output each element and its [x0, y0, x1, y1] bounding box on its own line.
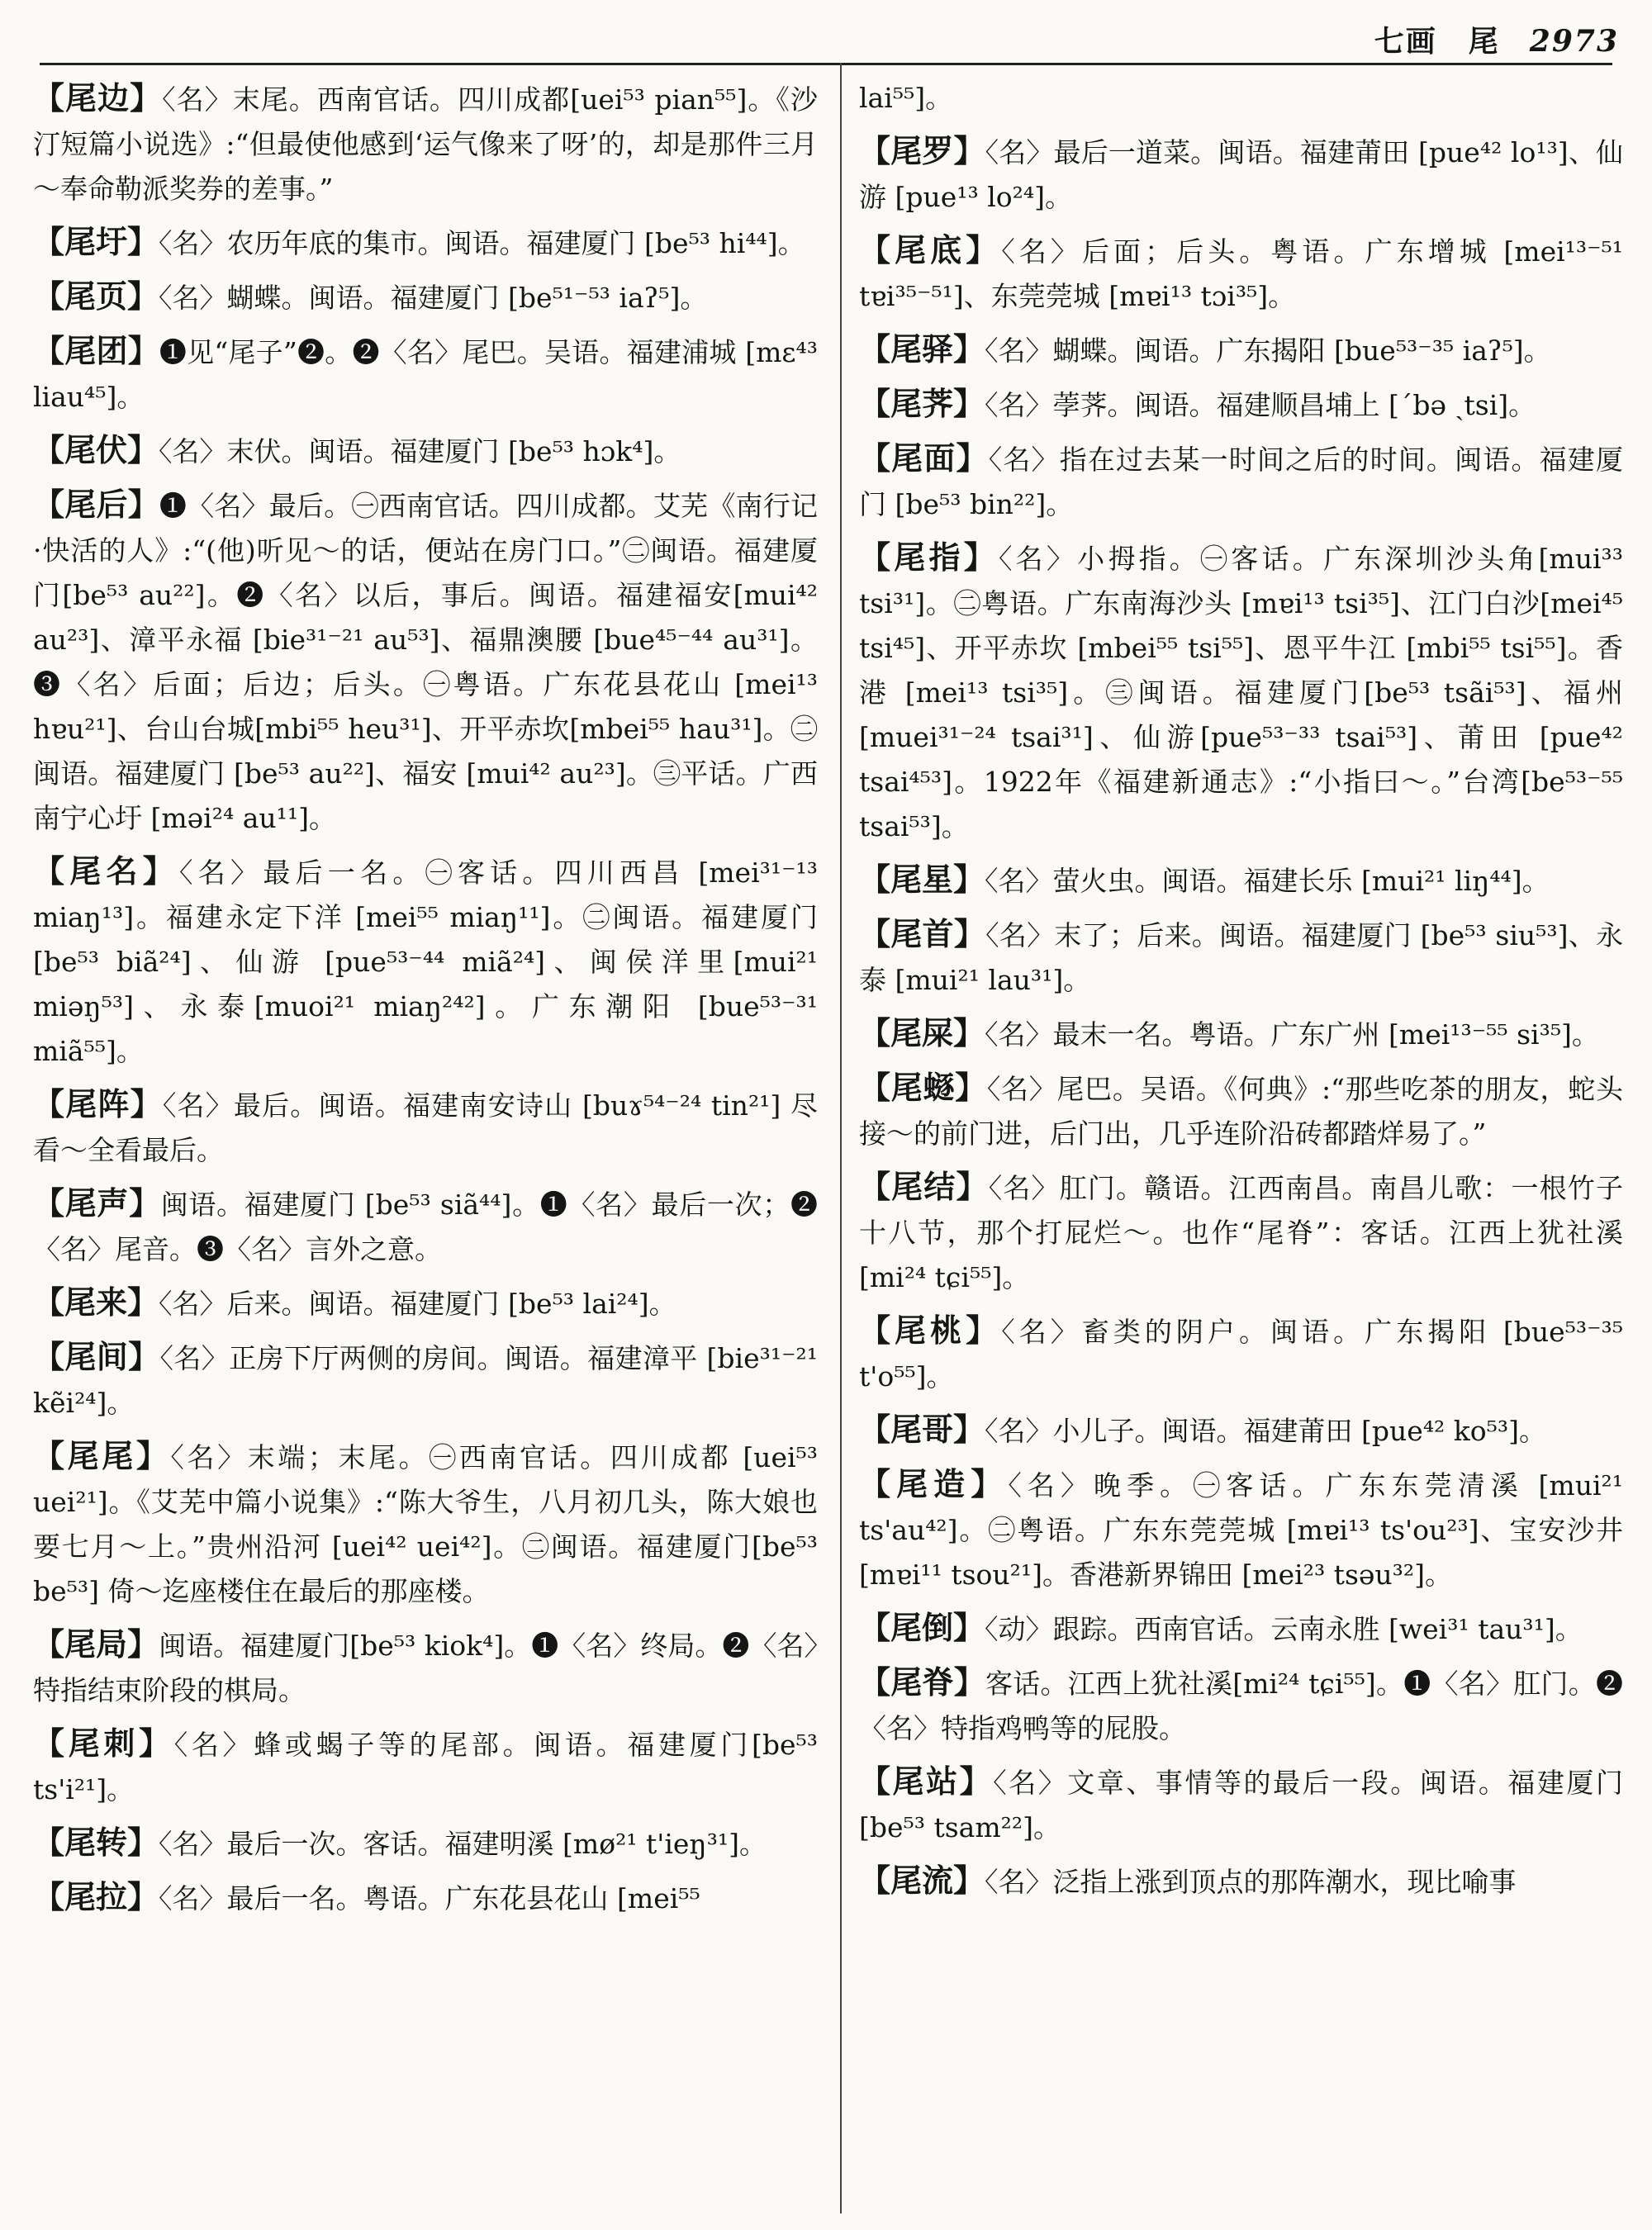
headword: 【尾倒】 — [859, 1609, 985, 1646]
definition-text: 〈动〉跟踪。西南官话。云南永胜 [wei³¹ tau³¹]。 — [985, 1613, 1583, 1645]
definition-text: 〈名〉蜂或蝎子等的尾部。闽语。福建厦门[be⁵³ ts'i²¹]。 — [33, 1729, 818, 1805]
dictionary-entry — [859, 382, 1623, 428]
dictionary-entry — [859, 857, 1623, 904]
headword: 【尾转】 — [33, 1824, 159, 1861]
dictionary-entry — [859, 1165, 1623, 1300]
headword: 【尾结】 — [859, 1168, 989, 1205]
left-column — [33, 76, 818, 1929]
definition-text: 〈名〉小拇指。㊀客话。广东深圳沙头角[mui³³ tsi³¹]。㊁粤语。广东南海沙头 [mɐi¹³ tsi³⁵]、江门白沙[mei⁴⁵ tsi⁴⁵]、开平赤坎 [mbei⁵⁵ tsi⁵⁵]、恩平牛江 [mbi⁵⁵ tsi⁵⁵]。香港 [mei¹³ tsi³⁵]。㊂闽语。福建厦门[be⁵³ tsãi⁵³]、福州[muei³¹⁻²⁴ tsai³¹]、仙游[pue⁵³⁻³³ tsai⁵³]、莆田 [pue⁴² tsai⁴⁵³]。1922年《福建新通志》:“小指曰～。”台湾[be⁵³⁻⁵⁵ tsai⁵³]。 — [859, 543, 1623, 842]
dictionary-entry — [33, 220, 818, 266]
definition-text: 〈名〉蝴蝶。闽语。福建厦门 [be⁵¹⁻⁵³ iaʔ⁵]。 — [159, 282, 708, 314]
definition-text: 〈名〉尾巴。吴语。《何典》:“那些吃茶的朋友，蛇头接～的前门进，后门出，几乎连阶沿砖都踏烊易了。” — [859, 1073, 1623, 1150]
headword: 【尾星】 — [859, 861, 985, 898]
dictionary-entry — [859, 1462, 1623, 1597]
definition-text: 〈名〉畜类的阴户。闽语。广东揭阳 [bue⁵³⁻³⁵ t'o⁵⁵]。 — [859, 1316, 1623, 1393]
dictionary-entry — [33, 1082, 818, 1173]
dictionary-entry — [33, 849, 818, 1074]
headword: 【尾驿】 — [859, 330, 985, 368]
dictionary-entry — [33, 274, 818, 320]
headword: 【尾来】 — [33, 1283, 159, 1321]
headword: 【尾桃】 — [859, 1312, 1002, 1349]
dictionary-entry — [859, 436, 1623, 527]
definition-text: 〈名〉末伏。闽语。福建厦门 [be⁵³ hɔk⁴]。 — [159, 435, 681, 467]
dictionary-entry — [859, 1660, 1623, 1751]
dictionary-entry — [859, 1858, 1623, 1905]
headword: 【尾面】 — [859, 439, 989, 477]
definition-text: 〈名〉末了；后来。闽语。福建厦门 [be⁵³ siu⁵³]、永泰 [mui²¹ lau³¹]。 — [859, 919, 1623, 996]
dictionary-entry — [859, 912, 1623, 1003]
dictionary-entry — [33, 1622, 818, 1713]
headword: 【尾造】 — [859, 1465, 1009, 1502]
right-column — [859, 76, 1623, 1913]
definition-text: 〈名〉蝴蝶。闽语。广东揭阳 [bue⁵³⁻³⁵ iaʔ⁵]。 — [985, 334, 1551, 367]
headword: 【尾站】 — [859, 1763, 994, 1800]
definition-text: 〈名〉文章、事情等的最后一段。闽语。福建厦门 [be⁵³ tsam²²]。 — [859, 1767, 1623, 1843]
definition-text: 〈名〉最后一次。客话。福建明溪 [mø²¹ t'ieŋ³¹]。 — [159, 1828, 767, 1860]
dictionary-entry — [859, 1011, 1623, 1057]
headword: 【尾声】 — [33, 1184, 161, 1222]
column-divider — [840, 63, 842, 2213]
headword: 【尾屎】 — [859, 1014, 985, 1051]
dictionary-entry — [33, 1434, 818, 1614]
dictionary-entry — [33, 1181, 818, 1272]
headword: 【尾指】 — [859, 539, 999, 576]
dictionary-entry — [859, 1407, 1623, 1454]
headword: 【尾间】 — [33, 1338, 160, 1375]
headword: 【尾底】 — [859, 231, 1002, 268]
page-header — [1374, 18, 1619, 60]
headword: 【尾圩】 — [33, 223, 159, 260]
dictionary-entry — [33, 482, 818, 841]
definition-text: 〈名〉正房下厅两侧的房间。闽语。福建漳平 [bie³¹⁻²¹ kẽi²⁴]。 — [33, 1342, 818, 1419]
definition-text: 〈名〉晚季。㊀客话。广东东莞清溪 [mui²¹ ts'au⁴²]。㊁粤语。广东东莞莞城 [mɐi¹³ ts'ou²³]、宝安沙井 [mɐi¹¹ tsou²¹]。香港新界锦田 [mei²³ tsəu³²]。 — [859, 1469, 1623, 1591]
section-title: 七画 尾 — [1374, 24, 1500, 59]
headword: 【尾荠】 — [859, 385, 985, 422]
headword: 【尾伏】 — [33, 431, 159, 468]
definition-text: 〈名〉泛指上涨到顶点的那阵潮水，现比喻事 — [985, 1866, 1517, 1898]
definition-text: 〈名〉后面；后头。粤语。广东增城 [mei¹³⁻⁵¹ tɐi³⁵⁻⁵¹]、东莞莞城 [mɐi¹³ tɔi³⁵]。 — [859, 235, 1623, 312]
header-rule — [40, 63, 1612, 65]
definition-text: 〈名〉肛门。赣语。江西南昌。南昌儿歌：一根竹子十八节，那个打屁烂～。也作“尾脊”：客话。江西上犹社溪 [mi²⁴ tɕi⁵⁵]。 — [859, 1172, 1623, 1293]
headword: 【尾后】 — [33, 486, 159, 523]
headword: 【尾页】 — [33, 278, 159, 315]
definition-text: 〈名〉荸荠。闽语。福建顺昌埔上 [ˊbə ˏtsi]。 — [985, 389, 1536, 421]
dictionary-entry — [33, 428, 818, 474]
definition-text: 〈名〉萤火虫。闽语。福建长乐 [mui²¹ liŋ⁴⁴]。 — [985, 865, 1550, 897]
dictionary-entry — [33, 76, 818, 211]
page-number: 2973 — [1529, 24, 1619, 59]
dictionary-entry — [859, 129, 1623, 220]
headword: 【尾刺】 — [33, 1725, 174, 1762]
headword: 【尾拉】 — [33, 1878, 159, 1915]
dictionary-entry — [859, 1759, 1623, 1850]
definition-text: 〈名〉末端；末尾。㊀西南官话。四川成都 [uei⁵³ uei²¹]。《艾芜中篇小说集》:“陈大爷生，八月初几头，陈大娘也要七月～上。”贵州沿河 [uei⁴² uei⁴²]。㊁闽语。福建厦门[be⁵³ be⁵³] 倚～迄座楼住在最后的那座楼。 — [33, 1441, 818, 1607]
definition-text: 〈名〉最后一道菜。闽语。福建莆田 [pue⁴² lo¹³]、仙游 [pue¹³ lo²⁴]。 — [859, 136, 1623, 213]
headword: 【尾阵】 — [33, 1085, 163, 1122]
definition-text: ❶〈名〉最后。㊀西南官话。四川成都。艾芜《南行记·快活的人》:“(他)听见～的话，便站在房门口。”㊁闽语。福建厦门[be⁵³ au²²]。❷〈名〉以后，事后。闽语。福建福安[mui⁴² au²³]、漳平永福 [bie³¹⁻²¹ au⁵³]、福鼎澳腰 [bue⁴⁵⁻⁴⁴ au³¹]。❸〈名〉后面；后边；后头。㊀粤语。广东花县花山 [mei¹³ hɐu²¹]、台山台城[mbi⁵⁵ heu³¹]、开平赤坎[mbei⁵⁵ hau³¹]。㊁闽语。福建厦门 [be⁵³ au²²]、福安 [mui⁴² au²³]。㊂平话。广西南宁心圩 [məi²⁴ au¹¹]。 — [33, 490, 818, 834]
dictionary-entry — [33, 1820, 818, 1867]
definition-text: 〈名〉后来。闽语。福建厦门 [be⁵³ lai²⁴]。 — [159, 1288, 676, 1320]
definition-text: 〈名〉最后。闽语。福建南安诗山 [buɤ⁵⁴⁻²⁴ tin²¹] 尽看～全看最后。 — [33, 1089, 818, 1166]
dictionary-entry — [33, 1721, 818, 1812]
continuation-text: lai⁵⁵]。 — [859, 82, 953, 114]
dictionary-entry — [859, 228, 1623, 319]
headword: 【尾名】 — [33, 852, 180, 890]
definition-text: 〈名〉最后一名。㊀客话。四川西昌 [mei³¹⁻¹³ miaŋ¹³]。福建永定下洋 [mei⁵⁵ miaŋ¹¹]。㊁闽语。福建厦门 [be⁵³ biã²⁴]、仙游 [pue⁵³⁻⁴⁴ miã²⁴]、闽侯洋里[mui²¹ miəŋ⁵³]、永泰[muoi²¹ miaŋ²⁴²]。广东潮阳 [bue⁵³⁻³¹ miã⁵⁵]。 — [33, 856, 818, 1067]
dictionary-entry — [33, 1875, 818, 1921]
headword: 【尾首】 — [859, 915, 986, 952]
definition-text: 〈名〉小儿子。闽语。福建莆田 [pue⁴² ko⁵³]。 — [985, 1415, 1546, 1447]
definition-text: 客话。江西上犹社溪[mi²⁴ tɕi⁵⁵]。❶〈名〉肛门。❷〈名〉特指鸡鸭等的屁股。 — [859, 1668, 1623, 1744]
definition-text: 〈名〉末尾。西南官话。四川成都[uei⁵³ pian⁵⁵]。《沙汀短篇小说选》:“但最使他感到‘运气像来了呀’的，却是那件三月～奉命勒派奖券的差事。” — [33, 83, 818, 205]
headword: 【尾哥】 — [859, 1411, 985, 1448]
definition-text: ❶见“尾子”❷。❷〈名〉尾巴。吴语。福建浦城 [mɛ⁴³ liau⁴⁵]。 — [33, 336, 818, 413]
headword: 【尾流】 — [859, 1862, 985, 1899]
definition-text: 〈名〉最后一名。粤语。广东花县花山 [mei⁵⁵ — [159, 1882, 700, 1914]
headword: 【尾团】 — [33, 332, 159, 369]
dictionary-entry — [859, 1606, 1623, 1652]
definition-text: 〈名〉农历年底的集市。闽语。福建厦门 [be⁵³ hi⁴⁴]。 — [159, 227, 805, 259]
headword: 【尾𧏿】 — [859, 1069, 987, 1106]
definition-text: 闽语。福建厦门[be⁵³ kiok⁴]。❶〈名〉终局。❷〈名〉特指结束阶段的棋局。 — [33, 1630, 818, 1706]
dictionary-entry — [859, 535, 1623, 849]
dictionary-entry — [33, 329, 818, 420]
headword: 【尾罗】 — [859, 132, 985, 169]
headword: 【尾边】 — [33, 79, 163, 116]
headword: 【尾脊】 — [859, 1663, 985, 1701]
headword: 【尾局】 — [33, 1625, 159, 1663]
definition-text: 〈名〉最末一名。粤语。广东广州 [mei¹³⁻⁵⁵ si³⁵]。 — [985, 1018, 1599, 1051]
definition-text: 〈名〉指在过去某一时间之后的时间。闽语。福建厦门 [be⁵³ bin²²]。 — [859, 444, 1623, 520]
headword: 【尾尾】 — [33, 1437, 171, 1474]
dictionary-entry — [33, 1280, 818, 1326]
dictionary-entry — [859, 327, 1623, 373]
definition-text: 闽语。福建厦门 [be⁵³ siã⁴⁴]。❶〈名〉最后一次；❷〈名〉尾音。❸〈名〉言外之意。 — [33, 1189, 818, 1265]
dictionary-entry — [33, 1335, 818, 1426]
dictionary-entry — [859, 1308, 1623, 1399]
dictionary-entry — [859, 1065, 1623, 1156]
